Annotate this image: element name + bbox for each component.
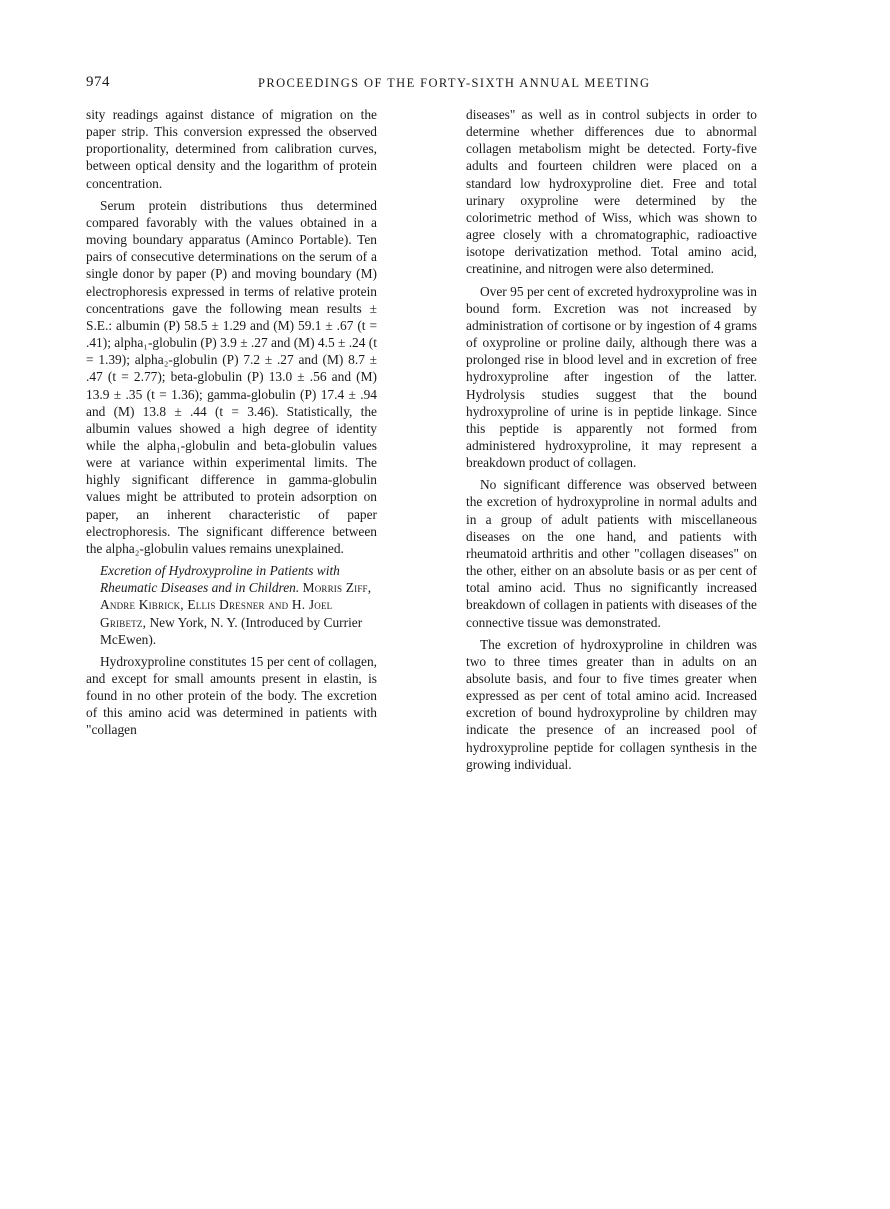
methods-paragraph: diseases" as well as in control subjects in order to determine whether differences due to abnormal collagen metabolism might be detected. Forty-five adults and fourteen children were placed on a standard low hydroxyproline diet. Free and total urinary oxyproline were determined by the colorimetric method of Wiss, which was shown to agree closely with a chromatographic, radioactive isotope derivatization method. Total amino acid, creatinine, and nitrogen were also determined. <box>466 107 757 277</box>
results-paragraph: Serum protein distributions thus determined compared favorably with the values obtained in a moving boundary apparatus (Aminco Portable). Ten pairs of consecutive determinations on the serum of a single donor by paper (P) and moving boundary (M) electrophoresis expressed in terms of relative protein concentrations gave the following mean results ± S.E.: albumin (P) 58.5 ± 1.29 and (M) 59.1 ± .67 (t = .41); alpha₁-globulin (P) 3.9 ± .27 and (M) 4.5 ± .24 (t = 1.39); alpha₂-globulin (P) 7.2 ± .27 and (M) 8.7 ± .47 (t = 2.77); beta-globulin (P) 13.0 ± .56 and (M) 13.9 ± .35 (t = 1.36); gamma-globulin (P) 17.4 ± .94 and (M) 13.8 ± .44 (t = 3.46). Statistically, the albumin values showed a high degree of identity while the alpha₁-globulin and beta-globulin values were at variance within experimental limits. The highly significant difference in gamma-globulin values might be attributed to protein adsorption on paper, an inherent characteristic of paper electrophoresis. The significant difference between the alpha₂-globulin values remains unexplained. <box>86 197 377 556</box>
intro-paragraph: Hydroxyproline constitutes 15 per cent of collagen, and except for small amounts present in elastin, is found in no other protein of the body. The excretion of this amino acid was determined in patients with "collagen <box>86 653 377 738</box>
page-number: 974 <box>86 74 110 90</box>
bound-form-paragraph: Over 95 per cent of excreted hydroxyproline was in bound form. Excretion was not increased by administration of cortisone or by ingestion of 4 grams of oxyproline or proline daily, although there was a prolonged rise in blood level and in excretion of free hydroxyproline after ingestion of the latter. Hydrolysis studies suggest that the bound hydroxyproline of urine is in peptide linkage. Since this peptide is apparently not formed from administered hydroxyproline, it may represent a breakdown product of collagen. <box>466 283 757 471</box>
right-column <box>466 106 757 778</box>
abstract-heading <box>86 562 377 648</box>
children-paragraph: The excretion of hydroxyproline in children was two to three times greater than in adults on an absolute basis, and four to five times greater when expressed as per cent of total amino acid. Increased excretion of bound hydroxyproline by children may indicate the presence of an increased pool of hydroxyproline peptide for collagen synthesis in the growing individual. <box>466 636 757 772</box>
continuation-paragraph: sity readings against distance of migration on the paper strip. This conversion expressed the observed proportionality, determined from calibration curves, between optical density and the logarithm of protein concentration. <box>86 107 377 191</box>
no-difference-paragraph: No significant difference was observed between the excretion of hydroxyproline in normal adults and in a group of adult patients with miscellaneous diseases on the one hand, and patients with rheumatoid arthritis and other "collagen diseases" on the other, either on an absolute basis or as per cent of total amino acid. Thus no significantly increased breakdown of collagen in patients with diseases of the connective tissue was demonstrated. <box>466 477 757 630</box>
running-head: PROCEEDINGS OF THE FORTY-SIXTH ANNUAL MEETING <box>258 76 651 90</box>
left-column <box>86 106 377 744</box>
abstract-location: New York, N. Y. (Introduced by Currier McEwen). <box>100 614 363 647</box>
abstract-title: Excretion of Hydroxyproline in Patients with Rheumatic Diseases and in Children. <box>100 563 340 596</box>
abstract-authors: Morris Ziff, Andre Kibrick, Ellis Dresner and H. Joel Gribetz, <box>100 580 372 630</box>
page-header <box>86 74 746 92</box>
